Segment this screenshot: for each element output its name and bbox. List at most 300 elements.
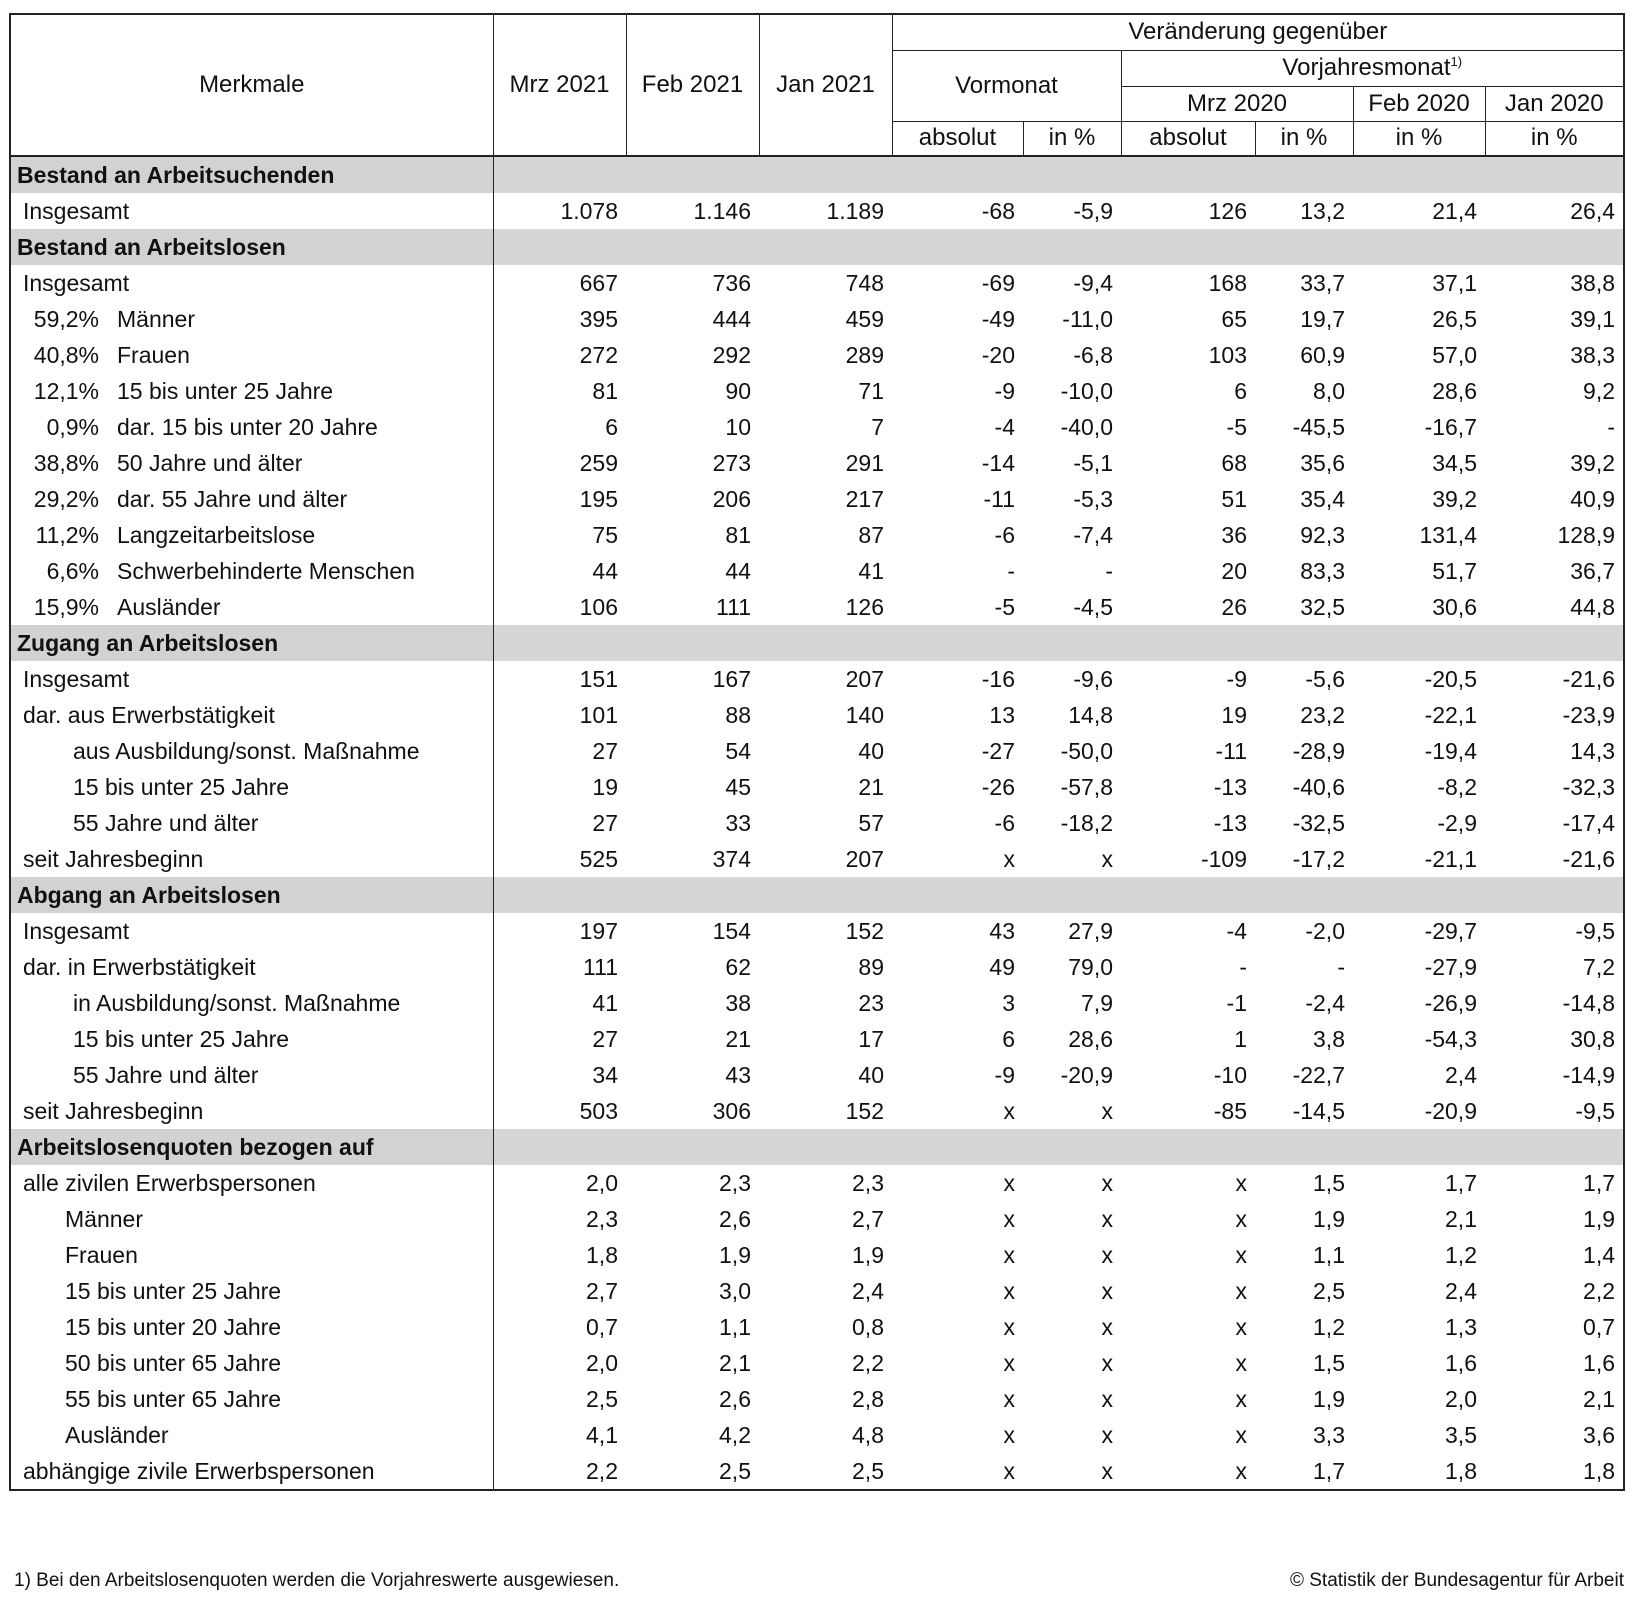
table-row <box>10 1237 1624 1273</box>
value-cell: -6 <box>994 810 1015 836</box>
value-cell: x <box>1101 846 1113 872</box>
value-cell: 19 <box>592 774 618 800</box>
value-cell: 2,2 <box>852 1350 884 1376</box>
row-label: 15 bis unter 25 Jahre <box>65 1278 282 1304</box>
header-vormonat: Vormonat <box>892 50 1121 121</box>
value-cell: -20,9 <box>1060 1062 1113 1088</box>
row-label-cell <box>10 913 493 949</box>
row-label: 55 bis unter 65 Jahre <box>65 1386 282 1412</box>
row-label: 15 bis unter 20 Jahre <box>65 1314 282 1340</box>
row-label: seit Jahresbeginn <box>23 846 204 872</box>
value-cell: x <box>1101 1170 1113 1196</box>
value-cell: -4 <box>994 414 1015 440</box>
share-percent: 6,6% <box>46 558 99 584</box>
value-cell: -9 <box>1226 666 1247 692</box>
table-row <box>10 553 1624 589</box>
value-cell: 6 <box>605 414 618 440</box>
value-cell: 89 <box>858 954 884 980</box>
header-vorjahresmonat-label: Vorjahresmonat <box>1282 54 1451 81</box>
value-cell: 3,3 <box>1313 1422 1345 1448</box>
value-cell: - <box>1105 558 1113 584</box>
value-cell: x <box>1003 1278 1015 1304</box>
value-cell: -17,2 <box>1292 846 1345 872</box>
header-feb2020-pct: in % <box>1353 121 1485 156</box>
value-cell: -45,5 <box>1292 414 1345 440</box>
value-cell: 49 <box>989 954 1015 980</box>
value-cell: x <box>1235 1458 1247 1484</box>
value-cell: 3,6 <box>1583 1422 1616 1448</box>
row-label-cell <box>10 1201 493 1237</box>
value-cell: 37,1 <box>1432 270 1477 296</box>
value-cell: -8,2 <box>1437 774 1477 800</box>
value-cell: 21,4 <box>1432 198 1477 224</box>
value-cell: 1,8 <box>586 1242 618 1268</box>
row-label: Insgesamt <box>23 198 130 224</box>
value-cell: 40 <box>858 738 884 764</box>
value-cell: -20,5 <box>1424 666 1477 692</box>
value-cell: 44 <box>592 558 618 584</box>
value-cell: 1,9 <box>719 1242 751 1268</box>
table-row <box>10 373 1624 409</box>
value-cell: 2,4 <box>1445 1062 1477 1088</box>
section-title: Bestand an Arbeitsuchenden <box>10 156 493 193</box>
value-cell: 106 <box>579 594 618 620</box>
value-cell: 206 <box>712 486 751 512</box>
share-percent: 29,2% <box>33 486 99 512</box>
value-cell: -4 <box>1226 918 1247 944</box>
share-percent: 0,9% <box>46 414 99 440</box>
value-cell: 273 <box>712 450 751 476</box>
value-cell: 4,2 <box>719 1422 751 1448</box>
value-cell: 83,3 <box>1300 558 1345 584</box>
value-cell: 81 <box>725 522 751 548</box>
value-cell: 54 <box>725 738 751 764</box>
value-cell: 2,5 <box>586 1386 618 1412</box>
value-cell: 126 <box>845 594 884 620</box>
value-cell: 14,3 <box>1570 738 1616 764</box>
value-cell: 2,7 <box>586 1278 618 1304</box>
value-cell: -16,7 <box>1424 414 1477 440</box>
value-cell: -13 <box>1213 810 1247 836</box>
table-row <box>10 697 1624 733</box>
header-veraenderung: Veränderung gegenüber <box>892 14 1624 50</box>
value-cell: 38,3 <box>1570 342 1616 368</box>
value-cell: -27,9 <box>1424 954 1477 980</box>
value-cell: x <box>1101 1206 1113 1232</box>
value-cell: x <box>1101 1422 1113 1448</box>
value-cell: -109 <box>1200 846 1247 872</box>
row-label: Ausländer <box>65 1422 169 1448</box>
value-cell: 39,2 <box>1570 450 1616 476</box>
header-vorjahresmonat <box>1121 50 1624 86</box>
header-jan-2021: Jan 2021 <box>759 14 892 156</box>
row-label: 15 bis unter 25 Jahre <box>73 774 290 800</box>
value-cell: 21 <box>858 774 884 800</box>
value-cell: 195 <box>579 486 618 512</box>
value-cell: 35,4 <box>1300 486 1345 512</box>
value-cell: - <box>1239 954 1247 980</box>
value-cell: 103 <box>1208 342 1247 368</box>
table-row <box>10 1453 1624 1490</box>
value-cell: 45 <box>725 774 751 800</box>
row-label-cell <box>10 1345 493 1381</box>
table-row <box>10 841 1624 877</box>
value-cell: 207 <box>845 846 884 872</box>
value-cell: 26 <box>1221 594 1247 620</box>
header-mrz2020-absolut: absolut <box>1121 121 1255 156</box>
row-label: 55 Jahre und älter <box>73 810 259 836</box>
table-body <box>10 156 1624 1490</box>
value-cell: 57 <box>858 810 884 836</box>
row-label-cell <box>10 193 493 229</box>
value-cell: -14,5 <box>1292 1098 1345 1124</box>
value-cell: 167 <box>712 666 751 692</box>
table-row <box>10 337 1624 373</box>
value-cell: -57,8 <box>1060 774 1113 800</box>
value-cell: -23,9 <box>1562 702 1616 728</box>
value-cell: -9,5 <box>1575 918 1616 944</box>
value-cell: -32,5 <box>1292 810 1345 836</box>
row-label-cell <box>10 553 493 589</box>
row-label: Frauen <box>65 1242 138 1268</box>
value-cell: 1,7 <box>1445 1170 1477 1196</box>
value-cell: -9 <box>994 378 1015 404</box>
section-fill <box>493 625 1624 661</box>
value-cell: 2,0 <box>586 1350 618 1376</box>
table-row <box>10 1273 1624 1309</box>
value-cell: 39,2 <box>1432 486 1477 512</box>
value-cell: 2,0 <box>1445 1386 1477 1412</box>
value-cell: 3,8 <box>1313 1026 1345 1052</box>
value-cell: -2,0 <box>1305 918 1345 944</box>
header-vormonat-pct: in % <box>1023 121 1121 156</box>
value-cell: x <box>1235 1314 1247 1340</box>
value-cell: 17 <box>858 1026 884 1052</box>
value-cell: -54,3 <box>1424 1026 1477 1052</box>
value-cell: -10 <box>1213 1062 1247 1088</box>
share-percent: 12,1% <box>33 378 99 404</box>
value-cell: 2,4 <box>852 1278 884 1304</box>
value-cell: -5 <box>994 594 1015 620</box>
value-cell: 2,7 <box>852 1206 884 1232</box>
value-cell: 10 <box>725 414 751 440</box>
value-cell: 1,9 <box>1313 1206 1345 1232</box>
value-cell: 2,1 <box>1445 1206 1477 1232</box>
row-label-cell <box>10 733 493 769</box>
row-label: Schwerbehinderte Menschen <box>117 558 415 584</box>
value-cell: 1,6 <box>1445 1350 1477 1376</box>
value-cell: 43 <box>725 1062 751 1088</box>
value-cell: 1,9 <box>852 1242 884 1268</box>
labor-market-table <box>9 13 1625 1491</box>
section-title: Arbeitslosenquoten bezogen auf <box>10 1129 493 1165</box>
value-cell: x <box>1101 1242 1113 1268</box>
value-cell: 207 <box>845 666 884 692</box>
value-cell: 1,9 <box>1583 1206 1616 1232</box>
row-label-cell <box>10 1237 493 1273</box>
row-label-cell <box>10 301 493 337</box>
value-cell: -21,1 <box>1424 846 1477 872</box>
table-row <box>10 1165 1624 1201</box>
value-cell: 60,9 <box>1300 342 1345 368</box>
value-cell: 111 <box>583 954 618 980</box>
value-cell: -18,2 <box>1060 810 1113 836</box>
value-cell: -20,9 <box>1424 1098 1477 1124</box>
value-cell: 0,7 <box>1583 1314 1616 1340</box>
table-row <box>10 1093 1624 1129</box>
value-cell: 1,2 <box>1313 1314 1345 1340</box>
value-cell: 90 <box>725 378 751 404</box>
value-cell: 41 <box>858 558 884 584</box>
value-cell: 2,2 <box>586 1458 618 1484</box>
value-cell: 1 <box>1234 1026 1247 1052</box>
value-cell: x <box>1101 1386 1113 1412</box>
value-cell: 2,3 <box>586 1206 618 1232</box>
value-cell: 3,5 <box>1445 1422 1477 1448</box>
value-cell: -40,0 <box>1060 414 1113 440</box>
value-cell: 306 <box>712 1098 751 1124</box>
row-label-cell <box>10 1057 493 1093</box>
value-cell: x <box>1235 1278 1247 1304</box>
value-cell: 30,8 <box>1570 1026 1616 1052</box>
value-cell: 33,7 <box>1300 270 1345 296</box>
value-cell: 444 <box>712 306 751 332</box>
value-cell: -9 <box>994 1062 1015 1088</box>
value-cell: 131,4 <box>1419 522 1477 548</box>
value-cell: -69 <box>981 270 1015 296</box>
row-label-cell <box>10 661 493 697</box>
value-cell: 6 <box>1234 378 1247 404</box>
value-cell: 87 <box>858 522 884 548</box>
value-cell: 1,7 <box>1313 1458 1345 1484</box>
value-cell: -6,8 <box>1073 342 1113 368</box>
value-cell: 1,1 <box>719 1314 751 1340</box>
row-label-cell <box>10 1309 493 1345</box>
value-cell: -14 <box>981 450 1015 476</box>
value-cell: 26,5 <box>1432 306 1477 332</box>
value-cell: x <box>1101 1278 1113 1304</box>
share-percent: 11,2% <box>35 522 99 548</box>
section-fill <box>493 229 1624 265</box>
row-label-cell <box>10 697 493 733</box>
section-header-row <box>10 1129 1624 1165</box>
value-cell: 748 <box>845 270 884 296</box>
value-cell: 0,8 <box>852 1314 884 1340</box>
value-cell: -21,6 <box>1562 666 1616 692</box>
value-cell: 2,6 <box>719 1206 751 1232</box>
row-label: 15 bis unter 25 Jahre <box>73 1026 290 1052</box>
value-cell: -1 <box>1226 990 1247 1016</box>
section-fill <box>493 156 1624 193</box>
statistics-table-container <box>9 13 1623 1491</box>
value-cell: 38,8 <box>1570 270 1616 296</box>
value-cell: 1,2 <box>1445 1242 1477 1268</box>
value-cell: 28,6 <box>1432 378 1477 404</box>
value-cell: -9,4 <box>1073 270 1113 296</box>
value-cell: 1,9 <box>1313 1386 1345 1412</box>
value-cell: 1,8 <box>1583 1458 1616 1484</box>
value-cell: 44,8 <box>1570 594 1616 620</box>
value-cell: -14,9 <box>1562 1062 1616 1088</box>
value-cell: 7,9 <box>1081 990 1113 1016</box>
share-percent: 40,8% <box>33 342 99 368</box>
value-cell: x <box>1235 1422 1247 1448</box>
header-jan-2020: Jan 2020 <box>1485 86 1624 121</box>
footnote: 1) Bei den Arbeitslosenquoten werden die Vorjahreswerte ausgewiesen. <box>14 1570 620 1591</box>
value-cell: x <box>1003 1170 1015 1196</box>
value-cell: 34,5 <box>1432 450 1477 476</box>
value-cell: 1,6 <box>1583 1350 1616 1376</box>
value-cell: 40,9 <box>1570 486 1616 512</box>
header-jan2020-pct: in % <box>1485 121 1624 156</box>
value-cell: 503 <box>579 1098 618 1124</box>
value-cell: x <box>1003 846 1015 872</box>
value-cell: 19 <box>1221 702 1247 728</box>
value-cell: 2,5 <box>719 1458 751 1484</box>
value-cell: 65 <box>1221 306 1247 332</box>
value-cell: 1.078 <box>560 198 618 224</box>
value-cell: 667 <box>579 270 618 296</box>
value-cell: 7 <box>871 414 884 440</box>
section-title: Zugang an Arbeitslosen <box>10 625 493 661</box>
value-cell: 140 <box>845 702 884 728</box>
table-row <box>10 985 1624 1021</box>
value-cell: 14,8 <box>1068 702 1113 728</box>
value-cell: -49 <box>981 306 1015 332</box>
row-label: Insgesamt <box>23 270 130 296</box>
value-cell: - <box>1337 954 1345 980</box>
share-percent: 15,9% <box>33 594 99 620</box>
table-row <box>10 409 1624 445</box>
row-label: dar. 15 bis unter 20 Jahre <box>117 414 378 440</box>
row-label-cell <box>10 1381 493 1417</box>
value-cell: 34 <box>592 1062 618 1088</box>
value-cell: -5,1 <box>1073 450 1113 476</box>
table-row <box>10 1021 1624 1057</box>
value-cell: 2,3 <box>852 1170 884 1196</box>
value-cell: -16 <box>981 666 1015 692</box>
header-mrz-2020: Mrz 2020 <box>1121 86 1353 121</box>
value-cell: 1,5 <box>1313 1350 1345 1376</box>
value-cell: - <box>1607 414 1616 440</box>
value-cell: x <box>1235 1386 1247 1412</box>
value-cell: 75 <box>592 522 618 548</box>
value-cell: -17,4 <box>1562 810 1616 836</box>
value-cell: -40,6 <box>1292 774 1345 800</box>
row-label: seit Jahresbeginn <box>23 1098 204 1124</box>
value-cell: -50,0 <box>1060 738 1113 764</box>
value-cell: 41 <box>592 990 618 1016</box>
value-cell: -11 <box>983 486 1015 512</box>
value-cell: -26 <box>981 774 1015 800</box>
row-label: abhängige zivile Erwerbspersonen <box>23 1458 375 1484</box>
value-cell: 7,2 <box>1583 954 1616 980</box>
value-cell: x <box>1003 1206 1015 1232</box>
value-cell: 152 <box>845 918 884 944</box>
value-cell: -68 <box>981 198 1015 224</box>
value-cell: -29,7 <box>1424 918 1477 944</box>
header-feb-2021: Feb 2021 <box>626 14 759 156</box>
value-cell: -10,0 <box>1060 378 1113 404</box>
value-cell: 40 <box>858 1062 884 1088</box>
value-cell: 62 <box>725 954 751 980</box>
footnote-marker: 1) <box>1450 54 1463 69</box>
row-label-cell <box>10 409 493 445</box>
value-cell: -6 <box>994 522 1015 548</box>
value-cell: 27 <box>592 810 618 836</box>
row-label-cell <box>10 481 493 517</box>
value-cell: 154 <box>712 918 751 944</box>
value-cell: 292 <box>712 342 751 368</box>
row-label-cell <box>10 769 493 805</box>
value-cell: -2,4 <box>1305 990 1345 1016</box>
row-label-cell <box>10 1165 493 1201</box>
value-cell: 6 <box>1002 1026 1015 1052</box>
header-feb-2020: Feb 2020 <box>1353 86 1485 121</box>
value-cell: -11,0 <box>1062 306 1113 332</box>
value-cell: 525 <box>579 846 618 872</box>
table-row <box>10 517 1624 553</box>
row-label-cell <box>10 1021 493 1057</box>
value-cell: -4,5 <box>1073 594 1113 620</box>
value-cell: 26,4 <box>1570 198 1616 224</box>
value-cell: -32,3 <box>1562 774 1616 800</box>
value-cell: 33 <box>725 810 751 836</box>
table-header <box>10 14 1624 156</box>
row-label-cell <box>10 1417 493 1453</box>
row-label-cell <box>10 1453 493 1490</box>
value-cell: -85 <box>1213 1098 1247 1124</box>
value-cell: 259 <box>579 450 618 476</box>
row-label: aus Ausbildung/sonst. Maßnahme <box>73 738 420 764</box>
value-cell: 289 <box>845 342 884 368</box>
table-row <box>10 1381 1624 1417</box>
row-label: dar. aus Erwerbstätigkeit <box>23 702 275 728</box>
value-cell: 21 <box>725 1026 751 1052</box>
value-cell: 38 <box>725 990 751 1016</box>
value-cell: 27 <box>592 738 618 764</box>
value-cell: -9,5 <box>1575 1098 1616 1124</box>
value-cell: 151 <box>579 666 618 692</box>
value-cell: 1,4 <box>1583 1242 1616 1268</box>
section-fill <box>493 1129 1624 1165</box>
row-label-cell <box>10 265 493 301</box>
value-cell: - <box>1007 558 1015 584</box>
value-cell: 0,7 <box>586 1314 618 1340</box>
table-row <box>10 265 1624 301</box>
value-cell: 374 <box>712 846 751 872</box>
value-cell: 79,0 <box>1068 954 1113 980</box>
table-row <box>10 769 1624 805</box>
value-cell: 81 <box>592 378 618 404</box>
value-cell: 13,2 <box>1300 198 1345 224</box>
row-label-cell <box>10 985 493 1021</box>
value-cell: 9,2 <box>1583 378 1616 404</box>
value-cell: -22,7 <box>1292 1062 1345 1088</box>
value-cell: x <box>1101 1314 1113 1340</box>
value-cell: -28,9 <box>1292 738 1345 764</box>
value-cell: 3 <box>1002 990 1015 1016</box>
value-cell: 88 <box>725 702 751 728</box>
row-label: 50 bis unter 65 Jahre <box>65 1350 282 1376</box>
section-header-row <box>10 229 1624 265</box>
value-cell: -13 <box>1213 774 1247 800</box>
value-cell: 27,9 <box>1068 918 1113 944</box>
header-vormonat-absolut: absolut <box>892 121 1023 156</box>
value-cell: -5,9 <box>1073 198 1113 224</box>
table-row <box>10 1345 1624 1381</box>
section-header-row <box>10 877 1624 913</box>
